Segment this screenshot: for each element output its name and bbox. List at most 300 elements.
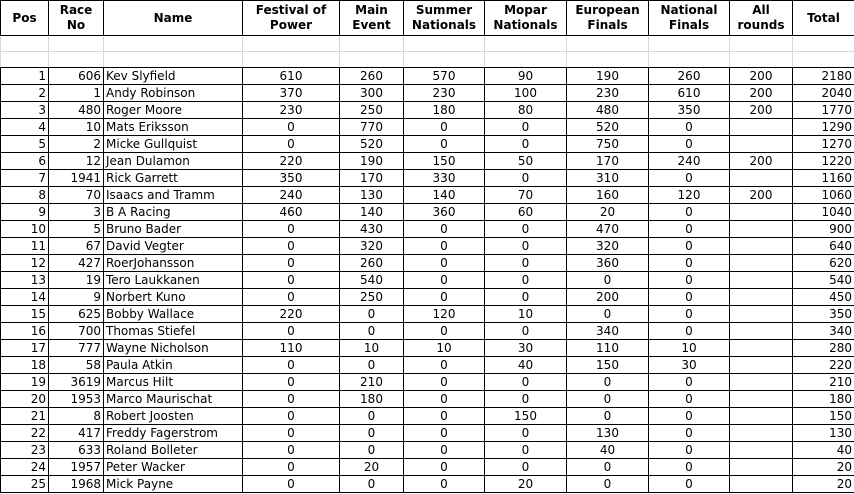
- pos-cell: 13: [1, 272, 49, 289]
- summer-cell: 150: [404, 153, 485, 170]
- race-no-cell: 1953: [49, 391, 104, 408]
- main-event-cell: 170: [340, 170, 404, 187]
- name-cell: Thomas Stiefel: [104, 323, 243, 340]
- table-row: [1, 85, 854, 102]
- national-cell: 0: [649, 306, 730, 323]
- all-rounds-cell: [730, 425, 793, 442]
- table-row: [1, 442, 854, 459]
- all-rounds-cell: 200: [730, 187, 793, 204]
- european-cell: 160: [567, 187, 649, 204]
- table-row: [1, 187, 854, 204]
- race-no-cell: 480: [49, 102, 104, 119]
- mopar-cell: 50: [485, 153, 567, 170]
- table-row: [1, 136, 854, 153]
- main-event-cell: 770: [340, 119, 404, 136]
- national-cell: 0: [649, 238, 730, 255]
- pos-cell: 6: [1, 153, 49, 170]
- table-row: [1, 476, 854, 493]
- pos-cell: 16: [1, 323, 49, 340]
- national-cell: 0: [649, 459, 730, 476]
- mopar-cell: 0: [485, 170, 567, 187]
- header-national-finals: National Finals: [649, 1, 730, 36]
- name-cell: David Vegter: [104, 238, 243, 255]
- national-cell: 0: [649, 289, 730, 306]
- total-cell: 1220: [793, 153, 854, 170]
- race-no-cell: 606: [49, 68, 104, 85]
- header-main-event: Main Event: [340, 1, 404, 36]
- pos-cell: 24: [1, 459, 49, 476]
- main-event-cell: 10: [340, 340, 404, 357]
- name-cell: Jean Dulamon: [104, 153, 243, 170]
- race-no-cell: 1968: [49, 476, 104, 493]
- mopar-cell: 0: [485, 289, 567, 306]
- mopar-cell: 0: [485, 391, 567, 408]
- all-rounds-cell: [730, 374, 793, 391]
- summer-cell: 140: [404, 187, 485, 204]
- mopar-cell: 0: [485, 272, 567, 289]
- national-cell: 0: [649, 391, 730, 408]
- summer-cell: 0: [404, 408, 485, 425]
- main-event-cell: 140: [340, 204, 404, 221]
- total-cell: 210: [793, 374, 854, 391]
- main-event-cell: 260: [340, 255, 404, 272]
- national-cell: 0: [649, 221, 730, 238]
- table-row: [1, 306, 854, 323]
- race-no-cell: 427: [49, 255, 104, 272]
- race-no-cell: 1: [49, 85, 104, 102]
- festival-cell: 460: [243, 204, 340, 221]
- pos-cell: 8: [1, 187, 49, 204]
- summer-cell: 0: [404, 357, 485, 374]
- main-event-cell: 520: [340, 136, 404, 153]
- european-cell: 170: [567, 153, 649, 170]
- name-cell: Tero Laukkanen: [104, 272, 243, 289]
- header-european-finals: European Finals: [567, 1, 649, 36]
- summer-cell: 0: [404, 425, 485, 442]
- race-no-cell: 2: [49, 136, 104, 153]
- main-event-cell: 0: [340, 323, 404, 340]
- european-cell: 200: [567, 289, 649, 306]
- name-cell: Roland Bolleter: [104, 442, 243, 459]
- main-event-cell: 0: [340, 306, 404, 323]
- all-rounds-cell: [730, 306, 793, 323]
- mopar-cell: 100: [485, 85, 567, 102]
- festival-cell: 0: [243, 289, 340, 306]
- national-cell: 0: [649, 425, 730, 442]
- table-row: [1, 221, 854, 238]
- national-cell: 0: [649, 408, 730, 425]
- pos-cell: 21: [1, 408, 49, 425]
- total-cell: 20: [793, 476, 854, 493]
- european-cell: 360: [567, 255, 649, 272]
- festival-cell: 0: [243, 221, 340, 238]
- mopar-cell: 60: [485, 204, 567, 221]
- summer-cell: 0: [404, 119, 485, 136]
- race-no-cell: 777: [49, 340, 104, 357]
- all-rounds-cell: [730, 289, 793, 306]
- name-cell: Kev Slyfield: [104, 68, 243, 85]
- all-rounds-cell: [730, 357, 793, 374]
- mopar-cell: 10: [485, 306, 567, 323]
- total-cell: 1290: [793, 119, 854, 136]
- race-no-cell: 8: [49, 408, 104, 425]
- total-cell: 180: [793, 391, 854, 408]
- festival-cell: 0: [243, 255, 340, 272]
- all-rounds-cell: 200: [730, 102, 793, 119]
- total-cell: 450: [793, 289, 854, 306]
- name-cell: Bobby Wallace: [104, 306, 243, 323]
- all-rounds-cell: [730, 408, 793, 425]
- header-mopar-nationals: Mopar Nationals: [485, 1, 567, 36]
- mopar-cell: 150: [485, 408, 567, 425]
- summer-cell: 0: [404, 323, 485, 340]
- all-rounds-cell: [730, 255, 793, 272]
- race-no-cell: 1957: [49, 459, 104, 476]
- all-rounds-cell: [730, 391, 793, 408]
- main-event-cell: 250: [340, 289, 404, 306]
- national-cell: 0: [649, 119, 730, 136]
- national-cell: 610: [649, 85, 730, 102]
- total-cell: 220: [793, 357, 854, 374]
- main-event-cell: 0: [340, 476, 404, 493]
- pos-cell: 20: [1, 391, 49, 408]
- festival-cell: 0: [243, 357, 340, 374]
- race-no-cell: 9: [49, 289, 104, 306]
- name-cell: Freddy Fagerstrom: [104, 425, 243, 442]
- header-name: Name: [104, 1, 243, 36]
- name-cell: RoerJohansson: [104, 255, 243, 272]
- european-cell: 470: [567, 221, 649, 238]
- european-cell: 0: [567, 272, 649, 289]
- european-cell: 230: [567, 85, 649, 102]
- national-cell: 350: [649, 102, 730, 119]
- table-row: [1, 391, 854, 408]
- pos-cell: 14: [1, 289, 49, 306]
- european-cell: 520: [567, 119, 649, 136]
- european-cell: 20: [567, 204, 649, 221]
- table-row: [1, 204, 854, 221]
- main-event-cell: 250: [340, 102, 404, 119]
- national-cell: 0: [649, 272, 730, 289]
- european-cell: 340: [567, 323, 649, 340]
- all-rounds-cell: [730, 340, 793, 357]
- summer-cell: 0: [404, 391, 485, 408]
- festival-cell: 370: [243, 85, 340, 102]
- main-event-cell: 260: [340, 68, 404, 85]
- summer-cell: 0: [404, 476, 485, 493]
- name-cell: Wayne Nicholson: [104, 340, 243, 357]
- all-rounds-cell: [730, 221, 793, 238]
- pos-cell: 5: [1, 136, 49, 153]
- festival-cell: 610: [243, 68, 340, 85]
- table-row: [1, 255, 854, 272]
- european-cell: 480: [567, 102, 649, 119]
- national-cell: 0: [649, 170, 730, 187]
- all-rounds-cell: 200: [730, 68, 793, 85]
- european-cell: 0: [567, 391, 649, 408]
- pos-cell: 25: [1, 476, 49, 493]
- festival-cell: 110: [243, 340, 340, 357]
- empty-row: [1, 36, 854, 52]
- table-row: [1, 170, 854, 187]
- race-no-cell: 633: [49, 442, 104, 459]
- name-cell: Mats Eriksson: [104, 119, 243, 136]
- table-row: [1, 119, 854, 136]
- all-rounds-cell: [730, 119, 793, 136]
- total-cell: 130: [793, 425, 854, 442]
- name-cell: Andy Robinson: [104, 85, 243, 102]
- mopar-cell: 0: [485, 136, 567, 153]
- national-cell: 0: [649, 323, 730, 340]
- mopar-cell: 20: [485, 476, 567, 493]
- race-no-cell: 625: [49, 306, 104, 323]
- pos-cell: 3: [1, 102, 49, 119]
- main-event-cell: 300: [340, 85, 404, 102]
- summer-cell: 10: [404, 340, 485, 357]
- total-cell: 350: [793, 306, 854, 323]
- all-rounds-cell: [730, 170, 793, 187]
- race-no-cell: 10: [49, 119, 104, 136]
- total-cell: 1770: [793, 102, 854, 119]
- all-rounds-cell: [730, 238, 793, 255]
- festival-cell: 230: [243, 102, 340, 119]
- summer-cell: 0: [404, 442, 485, 459]
- all-rounds-cell: 200: [730, 153, 793, 170]
- european-cell: 750: [567, 136, 649, 153]
- table-row: [1, 408, 854, 425]
- festival-cell: 0: [243, 374, 340, 391]
- race-no-cell: 5: [49, 221, 104, 238]
- festival-cell: 0: [243, 119, 340, 136]
- name-cell: Marcus Hilt: [104, 374, 243, 391]
- pos-cell: 15: [1, 306, 49, 323]
- festival-cell: 0: [243, 238, 340, 255]
- all-rounds-cell: [730, 459, 793, 476]
- header-total: Total: [793, 1, 854, 36]
- european-cell: 130: [567, 425, 649, 442]
- main-event-cell: 0: [340, 357, 404, 374]
- total-cell: 540: [793, 272, 854, 289]
- header-race-no: Race No: [49, 1, 104, 36]
- mopar-cell: 90: [485, 68, 567, 85]
- total-cell: 150: [793, 408, 854, 425]
- main-event-cell: 430: [340, 221, 404, 238]
- total-cell: 1060: [793, 187, 854, 204]
- european-cell: 110: [567, 340, 649, 357]
- race-no-cell: 3619: [49, 374, 104, 391]
- mopar-cell: 30: [485, 340, 567, 357]
- national-cell: 0: [649, 255, 730, 272]
- pos-cell: 22: [1, 425, 49, 442]
- mopar-cell: 70: [485, 187, 567, 204]
- all-rounds-cell: [730, 323, 793, 340]
- total-cell: 1160: [793, 170, 854, 187]
- header-summer-nationals: Summer Nationals: [404, 1, 485, 36]
- total-cell: 640: [793, 238, 854, 255]
- summer-cell: 0: [404, 272, 485, 289]
- mopar-cell: 0: [485, 425, 567, 442]
- festival-cell: 0: [243, 408, 340, 425]
- national-cell: 0: [649, 204, 730, 221]
- mopar-cell: 0: [485, 255, 567, 272]
- festival-cell: 350: [243, 170, 340, 187]
- header-row: [1, 1, 854, 36]
- all-rounds-cell: [730, 136, 793, 153]
- total-cell: 1040: [793, 204, 854, 221]
- festival-cell: 240: [243, 187, 340, 204]
- name-cell: Isaacs and Tramm: [104, 187, 243, 204]
- pos-cell: 18: [1, 357, 49, 374]
- race-no-cell: 67: [49, 238, 104, 255]
- all-rounds-cell: [730, 272, 793, 289]
- festival-cell: 0: [243, 391, 340, 408]
- table-row: [1, 153, 854, 170]
- table-row: [1, 459, 854, 476]
- european-cell: 40: [567, 442, 649, 459]
- total-cell: 620: [793, 255, 854, 272]
- pos-cell: 17: [1, 340, 49, 357]
- european-cell: 0: [567, 459, 649, 476]
- festival-cell: 0: [243, 476, 340, 493]
- summer-cell: 360: [404, 204, 485, 221]
- race-no-cell: 12: [49, 153, 104, 170]
- national-cell: 0: [649, 374, 730, 391]
- national-cell: 10: [649, 340, 730, 357]
- total-cell: 280: [793, 340, 854, 357]
- festival-cell: 0: [243, 323, 340, 340]
- main-event-cell: 320: [340, 238, 404, 255]
- name-cell: Peter Wacker: [104, 459, 243, 476]
- summer-cell: 0: [404, 136, 485, 153]
- main-event-cell: 0: [340, 425, 404, 442]
- table-row: [1, 323, 854, 340]
- race-no-cell: 19: [49, 272, 104, 289]
- table-row: [1, 357, 854, 374]
- name-cell: Norbert Kuno: [104, 289, 243, 306]
- header-all-rounds: All rounds: [730, 1, 793, 36]
- main-event-cell: 130: [340, 187, 404, 204]
- race-no-cell: 1941: [49, 170, 104, 187]
- main-event-cell: 190: [340, 153, 404, 170]
- table-row: [1, 272, 854, 289]
- all-rounds-cell: [730, 476, 793, 493]
- mopar-cell: 0: [485, 221, 567, 238]
- national-cell: 30: [649, 357, 730, 374]
- summer-cell: 0: [404, 374, 485, 391]
- european-cell: 0: [567, 476, 649, 493]
- total-cell: 900: [793, 221, 854, 238]
- mopar-cell: 0: [485, 238, 567, 255]
- total-cell: 20: [793, 459, 854, 476]
- table-row: [1, 425, 854, 442]
- european-cell: 0: [567, 374, 649, 391]
- mopar-cell: 0: [485, 374, 567, 391]
- national-cell: 0: [649, 442, 730, 459]
- all-rounds-cell: 200: [730, 85, 793, 102]
- total-cell: 340: [793, 323, 854, 340]
- table-row: [1, 340, 854, 357]
- national-cell: 0: [649, 136, 730, 153]
- mopar-cell: 0: [485, 442, 567, 459]
- european-cell: 320: [567, 238, 649, 255]
- name-cell: Mick Payne: [104, 476, 243, 493]
- table-row: [1, 289, 854, 306]
- total-cell: 2040: [793, 85, 854, 102]
- festival-cell: 0: [243, 272, 340, 289]
- pos-cell: 19: [1, 374, 49, 391]
- main-event-cell: 0: [340, 408, 404, 425]
- national-cell: 240: [649, 153, 730, 170]
- summer-cell: 570: [404, 68, 485, 85]
- name-cell: Bruno Bader: [104, 221, 243, 238]
- pos-cell: 4: [1, 119, 49, 136]
- european-cell: 0: [567, 306, 649, 323]
- header-pos: Pos: [1, 1, 49, 36]
- summer-cell: 0: [404, 221, 485, 238]
- all-rounds-cell: [730, 442, 793, 459]
- name-cell: Paula Atkin: [104, 357, 243, 374]
- national-cell: 0: [649, 476, 730, 493]
- european-cell: 310: [567, 170, 649, 187]
- total-cell: 1270: [793, 136, 854, 153]
- festival-cell: 220: [243, 153, 340, 170]
- race-no-cell: 417: [49, 425, 104, 442]
- all-rounds-cell: [730, 204, 793, 221]
- national-cell: 260: [649, 68, 730, 85]
- european-cell: 190: [567, 68, 649, 85]
- festival-cell: 0: [243, 136, 340, 153]
- summer-cell: 0: [404, 289, 485, 306]
- pos-cell: 11: [1, 238, 49, 255]
- festival-cell: 0: [243, 442, 340, 459]
- festival-cell: 0: [243, 425, 340, 442]
- european-cell: 150: [567, 357, 649, 374]
- pos-cell: 10: [1, 221, 49, 238]
- pos-cell: 9: [1, 204, 49, 221]
- table-row: [1, 374, 854, 391]
- pos-cell: 7: [1, 170, 49, 187]
- race-no-cell: 70: [49, 187, 104, 204]
- pos-cell: 23: [1, 442, 49, 459]
- name-cell: Roger Moore: [104, 102, 243, 119]
- summer-cell: 330: [404, 170, 485, 187]
- festival-cell: 220: [243, 306, 340, 323]
- european-cell: 0: [567, 408, 649, 425]
- main-event-cell: 210: [340, 374, 404, 391]
- summer-cell: 230: [404, 85, 485, 102]
- header-festival-of-power: Festival of Power: [243, 1, 340, 36]
- race-no-cell: 700: [49, 323, 104, 340]
- summer-cell: 0: [404, 238, 485, 255]
- name-cell: B A Racing: [104, 204, 243, 221]
- mopar-cell: 0: [485, 459, 567, 476]
- mopar-cell: 0: [485, 323, 567, 340]
- table-row: [1, 238, 854, 255]
- name-cell: Marco Maurischat: [104, 391, 243, 408]
- festival-cell: 0: [243, 459, 340, 476]
- summer-cell: 180: [404, 102, 485, 119]
- name-cell: Robert Joosten: [104, 408, 243, 425]
- pos-cell: 1: [1, 68, 49, 85]
- mopar-cell: 0: [485, 119, 567, 136]
- mopar-cell: 40: [485, 357, 567, 374]
- name-cell: Rick Garrett: [104, 170, 243, 187]
- main-event-cell: 540: [340, 272, 404, 289]
- pos-cell: 12: [1, 255, 49, 272]
- total-cell: 40: [793, 442, 854, 459]
- summer-cell: 0: [404, 459, 485, 476]
- summer-cell: 120: [404, 306, 485, 323]
